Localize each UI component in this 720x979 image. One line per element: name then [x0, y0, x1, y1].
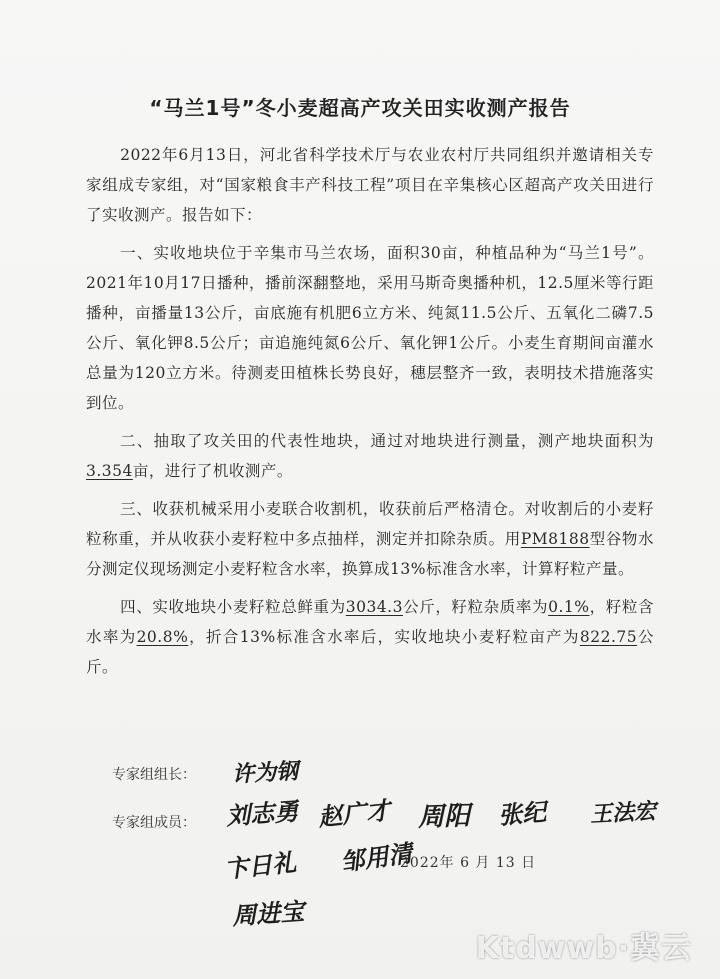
- member-signature-3: 周阳: [417, 801, 471, 833]
- leader-signature: 许为钢: [231, 759, 299, 788]
- member-signature-4: 张纪: [497, 797, 548, 831]
- report-date: 2022年 6 月 13 日: [400, 855, 537, 871]
- paragraph-4-text-d: ，折合13%标准含水率后，实收地块小麦籽粒亩产为: [188, 628, 580, 646]
- paragraph-intro: 2022年6月13日，河北省科学技术厅与农业农村厅共同组织并邀请相关专家组成专家组，对“国家粮食丰产科技工程”项目在辛集核心区超高产攻关田进行了实收测产。报告如下：: [86, 146, 654, 224]
- moisture-meter-model: PM8188: [520, 530, 590, 548]
- yield-per-mu-value: 822.75: [579, 628, 638, 646]
- document-body: [86, 140, 654, 690]
- paragraph-4: [86, 592, 654, 682]
- paragraph-3-text-b: 型谷物水分测定仪现场测定小麦籽粒含水率，换算成13%标准含水率，计算籽粒产量。: [86, 530, 654, 578]
- paragraph-4-text-b: 公斤，籽粒杂质率为: [402, 598, 549, 616]
- paragraph-3-text-a: 三、收获机械采用小麦联合收割机，收获前后严格清仓。对收割后的小麦籽粒称重，并从收获小麦籽粒中多点抽样，测定并扣除杂质。用: [86, 500, 654, 548]
- member-signature-5: 王法宏: [589, 799, 657, 828]
- watermark-logo: Ktdwwb·冀云: [475, 931, 692, 966]
- paragraph-4-text-e: 公斤。: [86, 628, 654, 676]
- members-label: 专家组成员：: [112, 815, 196, 831]
- measured-area-value: 3.354: [86, 462, 133, 480]
- moisture-rate-value: 20.8%: [136, 628, 189, 646]
- member-signature-6: 卞日礼: [222, 848, 298, 884]
- paragraph-2-text-b: 亩，进行了机收测产。: [132, 462, 293, 480]
- paragraph-4-text-c: ，籽粒含水率为: [86, 598, 654, 646]
- paragraph-3: [86, 494, 654, 584]
- fresh-weight-value: 3034.3: [345, 598, 403, 616]
- member-signature-7: 邹用清: [338, 839, 414, 877]
- paragraph-1: 一、实收地块位于辛集市马兰农场，面积30亩，种植品种为“马兰1号”。2021年10月17日播种，播前深翻整地，采用马斯奇奥播种机，12.5厘米等行距播种，亩播量13公斤，亩底施有机肥6立方米、纯氮11.5公斤、五氧化二磷7.5公斤、氧化钾8.5公斤；亩追施纯氮6公斤、氧化钾1公斤。小麦生育期间亩灌水总量为120立方米。待测麦田植株长势良好，穗层整齐一致，表明技术措施落实到位。: [86, 244, 654, 412]
- document-title: “马兰1号”冬小麦超高产攻关田实收测产报告: [149, 96, 571, 120]
- member-signature-8: 周进宝: [231, 897, 306, 931]
- paragraph-2-text-a: 二、抽取了攻关田的代表性地块，通过对地块进行测量，测产地块面积为: [120, 432, 654, 450]
- member-signature-1: 刘志勇: [225, 797, 300, 831]
- paragraph-4-text-a: 四、实收地块小麦籽粒总鲜重为: [120, 598, 346, 616]
- paragraph-2: [86, 426, 654, 486]
- leader-label: 专家组组长：: [112, 767, 196, 783]
- member-signature-2: 赵广才: [316, 796, 392, 832]
- impurity-rate-value: 0.1%: [548, 598, 590, 616]
